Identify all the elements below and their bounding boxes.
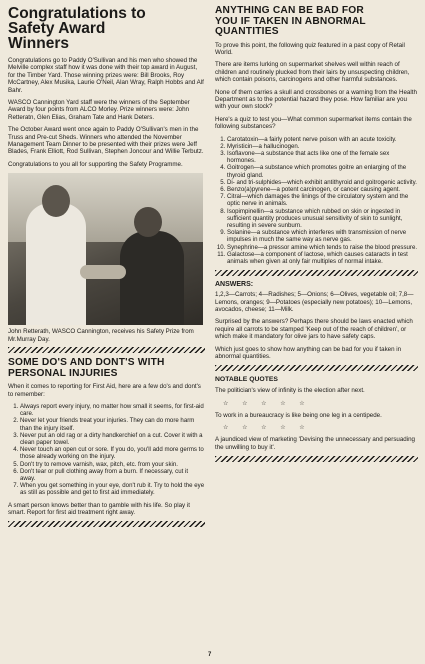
list-item: 10. Synephrine—a pressor amine which tends to raise the blood pressure. — [227, 244, 418, 251]
list-item: 3. Isoflavone—a substance that acts like one of the female sex hormones. — [227, 150, 418, 164]
list-item: 3. Never put an old rag or a dirty handkerchief on a cut. Cover it with a clean paper towel. — [20, 432, 205, 446]
injuries-intro: When it comes to reporting for First Aid, here are a few do's and dont's to remember: — [8, 383, 201, 398]
page-number: 7 — [208, 652, 212, 658]
list-item: 2. Never let your friends treat your injuries. They can do more harm than the injury itself. — [20, 417, 205, 431]
star-icon: ☆ — [242, 400, 254, 407]
notable-quotes-title: NOTABLE QUOTES — [215, 376, 278, 384]
star-divider — [223, 400, 418, 407]
injuries-title: SOME DO'S AND DONT'S WITH PERSONAL INJURIES — [8, 357, 165, 379]
list-item: 4. Never touch an open cut or sore. If you do, you'll add more germs to those already working on the injury. — [20, 446, 205, 460]
list-item: 9. Solanine—a substance which interferes with transmission of nerve impulses in much the same way as nerve gas. — [227, 229, 418, 243]
safety-award-title: Congratulations to Safety Award Winners — [8, 5, 146, 52]
answers-title: ANSWERS: — [215, 281, 254, 289]
award-paragraph: Congratulations to you all for supporting the Safety Programme. — [8, 160, 183, 168]
quiz-title: ANYTHING CAN BE BAD FOR YOU IF TAKEN IN ABNORMAL QUANTITIES — [215, 5, 366, 37]
star-icon: ☆ — [299, 425, 311, 432]
list-item: 6. Don't tear or pull clothing away from a burn. If necessary, cut it away. — [20, 468, 205, 482]
list-item: 2. Myristicin—a hallucinogen. — [227, 143, 418, 150]
quiz-paragraph: There are items lurking on supermarket shelves well within reach of children and routinely plucked from their lairs by unsuspecting children, which contain poisons, carcinogens and other harmful substances. — [215, 61, 410, 84]
right-column — [215, 6, 418, 467]
list-item: 4. Goitrogen—a substance which promotes goitre an enlarging of the thyroid gland. — [227, 164, 418, 178]
list-item: 6. Benzo(a)pyrene—a potent carcinogen, or cancer causing agent. — [227, 186, 418, 193]
star-icon: ☆ — [261, 400, 273, 407]
injuries-outro: A smart person knows better than to gamble with his life. So play it smart. Report for first aid treatment right away. — [8, 501, 190, 516]
list-item: 1. Always report every injury, no matter how small it seems, for first-aid care. — [20, 403, 205, 417]
divider — [215, 365, 418, 371]
award-paragraph: Congratulations go to Paddy O'Sullivan and his men who showed the Melville complex staff how it was done with their top award in August, for the Timber Yard. Those winning prizes were: Bill Brooks, Roy McCartney, Alex Musika, Laurie O'Neil, Alan Wray, Ralph Hobbs and Alf Bahr. — [8, 57, 204, 94]
quiz-paragraph: To prove this point, the following quiz featured in a past copy of Retail World. — [215, 41, 405, 56]
star-icon: ☆ — [223, 425, 235, 432]
star-icon: ☆ — [223, 400, 235, 407]
list-item: 7. Citral—which damages the linings of the circulatory system and the optic nerve in animals. — [227, 193, 418, 207]
list-item: 11. Galactose—a component of lactose, which causes cataracts in test animals when given at only fair multiples of normal intake. — [227, 251, 418, 265]
quote: The politician's view of infinity is the election after next. — [215, 387, 365, 395]
photo-caption: John Retterath, WASCO Cannington, receives his Safety Prize from Mr.Murray Day. — [8, 328, 194, 343]
divider — [8, 347, 205, 353]
star-icon: ☆ — [242, 425, 254, 432]
left-column — [8, 6, 205, 532]
star-icon: ☆ — [299, 400, 311, 407]
injuries-list — [8, 403, 205, 497]
quiz-list — [215, 136, 418, 266]
answers-text: 1,2,3—Carrots; 4—Radishes; 5—Onions; 6—Olives, vegetable oil; 7,8—Lemons, oranges; 9—Potatoes (especially new potatoes); 10—Lemons, avocados, cheese; 11—Milk. — [215, 291, 414, 314]
list-item: 7. When you get something in your eye, don't rub it. Try to hold the eye as still as possible and get to first aid immediately. — [20, 482, 205, 496]
star-icon: ☆ — [280, 425, 292, 432]
divider — [215, 270, 418, 276]
quiz-paragraph: Here's a quiz to test you—What common supermarket items contain the following substances? — [215, 115, 412, 131]
award-photo — [8, 173, 203, 325]
quiz-paragraph: None of them carries a skull and crossbones or a warning from the Health Department as to the potential hazard they pose. How familiar are you with your own stock? — [215, 88, 417, 111]
closing-paragraph: Which just goes to show how anything can be bad for you if taken in abnormal quantities. — [215, 345, 402, 361]
closing-paragraph: Surprised by the answers? Perhaps there should be laws enacted which require all carrots to be stamped 'Keep out of the reach of children', or which make it mandatory for olive jars to have safety caps. — [215, 318, 413, 341]
quote: A jaundiced view of marketing 'Devising the unnecessary and persuading the unwilling to buy it'. — [215, 436, 415, 451]
list-item: 5. Don't try to remove varnish, wax, pitch, etc. from your skin. — [20, 461, 205, 468]
star-divider — [223, 424, 418, 431]
list-item: 1. Carotatoxin—a fairly potent nerve poison with an acute toxicity. — [227, 136, 418, 143]
award-paragraph: WASCO Cannington Yard staff were the winners of the September Award by four points from ALCO Morley. Prize winners were: John Retteratn, Glen Elias, Graham Tate and Hank Deters. — [8, 99, 190, 121]
list-item: 8. Isopimpinellin—a substance which rubbed on skin or ingested in sufficient quantity produces unusual sensitivity of skin to sunlight, resulting in severe sunburn. — [227, 208, 418, 230]
divider — [215, 456, 418, 462]
quote: To work in a bureaucracy is like being one leg in a centipede. — [215, 411, 382, 419]
star-icon: ☆ — [280, 400, 292, 407]
star-icon: ☆ — [261, 425, 273, 432]
divider — [8, 521, 205, 527]
list-item: 5. Di- and tri-sulphides—which exhibit antithyroid and goitrogenic activity. — [227, 179, 418, 186]
award-paragraph: The October Award went once again to Paddy O'Sullivan's men in the Truss and Pre-cut Sheds. Winners who attended the November Management Team Dinner to be presented with their prizes were Jeff Blades, Frank Elliott, Rod Sullivan, Stephen Joncour and Willie Terbutz. — [8, 126, 204, 156]
